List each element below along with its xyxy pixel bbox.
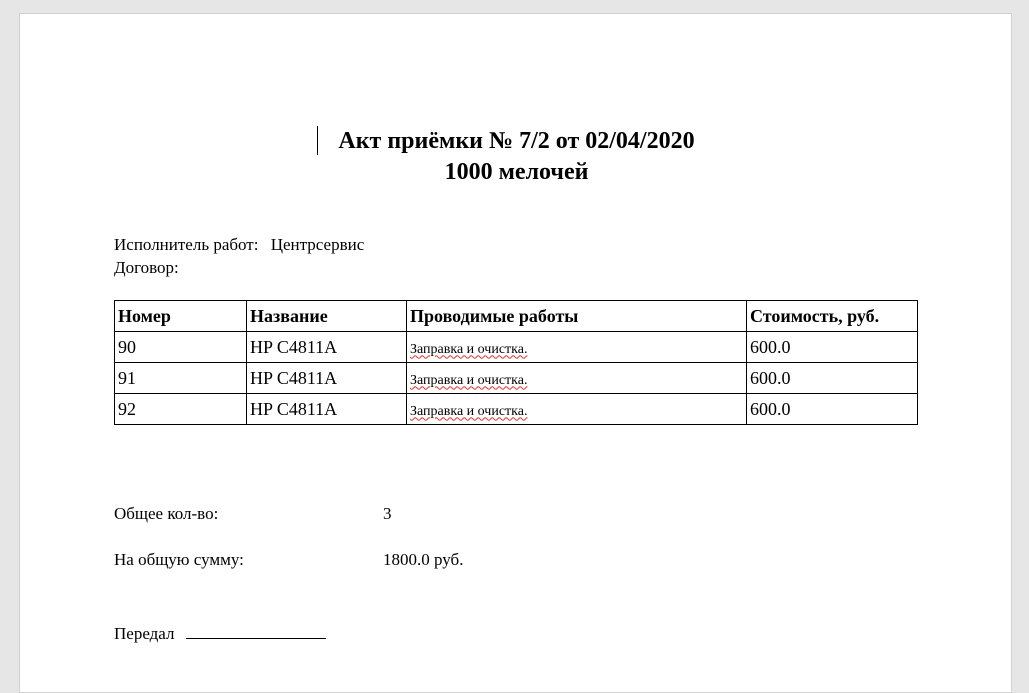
- work-text: Заправка и очистка.: [410, 372, 528, 388]
- table-row: [115, 332, 918, 363]
- cell-cost: 600.0: [747, 394, 918, 425]
- table-row: [115, 394, 918, 425]
- header-name: Название: [247, 301, 407, 332]
- items-table: [114, 300, 918, 425]
- signature-line: [186, 620, 326, 639]
- total-sum-value: 1800.0 руб.: [383, 550, 464, 569]
- cell-cost: 600.0: [747, 332, 918, 363]
- cell-work: [407, 363, 747, 394]
- table-row: [115, 363, 918, 394]
- total-sum-label: На общую сумму:: [114, 550, 244, 569]
- cell-work: [407, 394, 747, 425]
- cell-number: 92: [115, 394, 247, 425]
- cell-number: 91: [115, 363, 247, 394]
- document-title: Акт приёмки № 7/2 от 02/04/2020: [338, 128, 695, 154]
- document-page: [19, 13, 1012, 693]
- cell-name: HP C4811A: [247, 394, 407, 425]
- work-text: Заправка и очистка.: [410, 341, 528, 357]
- cell-number: 90: [115, 332, 247, 363]
- header-cost: Стоимость, руб.: [747, 301, 918, 332]
- cell-name: HP C4811A: [247, 332, 407, 363]
- contract-row: [114, 257, 191, 279]
- table-header-row: [115, 301, 918, 332]
- executor-label: Исполнитель работ:: [114, 235, 259, 254]
- header-number: Номер: [115, 301, 247, 332]
- cell-cost: 600.0: [747, 363, 918, 394]
- executor-row: [114, 234, 364, 256]
- cell-name: HP C4811A: [247, 363, 407, 394]
- signature-row: [114, 620, 326, 645]
- cell-work: [407, 332, 747, 363]
- executor-value: Центрсервис: [270, 235, 365, 254]
- total-count-label: Общее кол-во:: [114, 504, 219, 523]
- total-count-value: 3: [383, 504, 392, 523]
- document-subtitle: 1000 мелочей: [444, 159, 589, 185]
- contract-label: Договор:: [114, 258, 179, 277]
- work-text: Заправка и очистка.: [410, 403, 528, 419]
- signature-label: Передал: [114, 624, 175, 643]
- header-work: Проводимые работы: [407, 301, 747, 332]
